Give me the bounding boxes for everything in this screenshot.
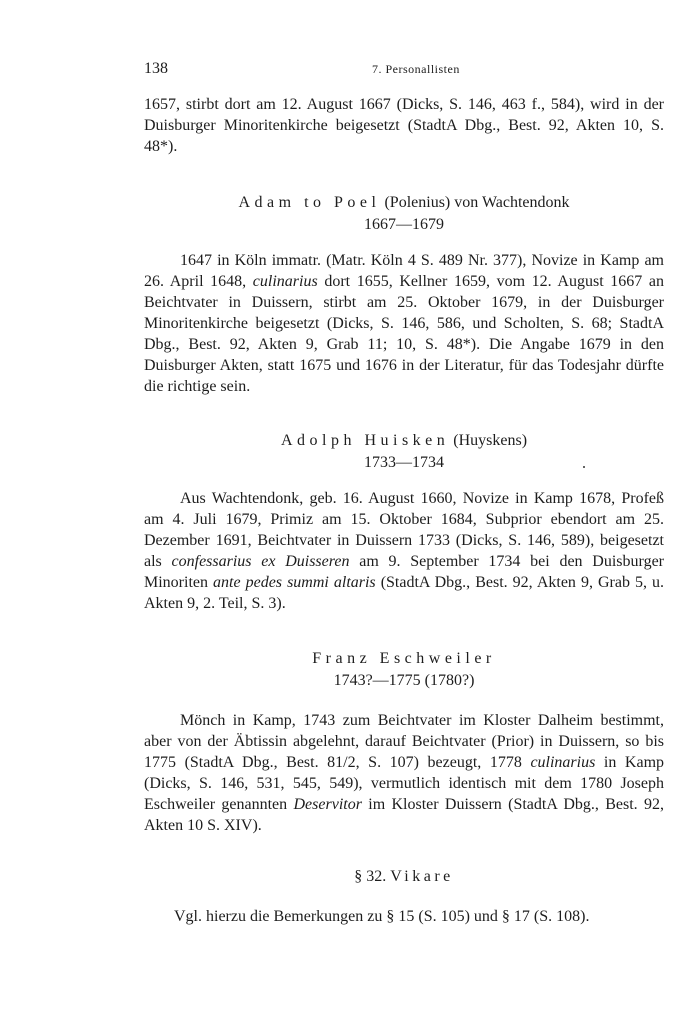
entry-text xyxy=(144,250,664,397)
entry-name: Adam to Poel xyxy=(238,194,381,211)
italic-term: culinarius xyxy=(530,754,596,771)
entry-heading-huisken xyxy=(144,430,664,474)
text-part: im Kloster Duissern (StadtA Dbg., Best. 92, Akten 10 S. XIV). xyxy=(144,796,665,834)
text-part: 1647 in Köln immatr. (Matr. Köln 4 S. 489 Nr. 377), Novize in Kamp am 26. April 1648, xyxy=(144,252,664,290)
continuation-text: 1657, stirbt dort am 12. August 1667 (Dicks, S. 146, 463 f., 584), wird in der Duisburger Minoritenkirche beigesetzt (StadtA Dbg., Best. 92, Akten 10, S. 48*). xyxy=(144,96,664,155)
text-part: (StadtA Dbg., Best. 92, Akten 9, Grab 5, u. Akten 9, 2. Teil, S. 3). xyxy=(144,574,665,612)
entry-dates: 1733—1734 xyxy=(364,454,444,471)
section-heading xyxy=(144,866,664,888)
entry-dates: 1667—1679 xyxy=(364,216,444,233)
italic-term: confessarius ex Duisseren xyxy=(171,553,350,570)
print-speck xyxy=(583,466,585,468)
page-header xyxy=(144,60,660,82)
entry-dates: 1743?—1775 (1780?) xyxy=(333,672,475,689)
text-part: dort 1655, Kellner 1659, vom 12. August 1667 an Beichtvater in Duissern, stirbt am 25. Oktober 1679, in der Duisburger Minoritenkirche beigesetzt (Dicks, S. 146, 586, und Scholten, S. 68; StadtA Dbg., Best. 92, Akten 9, Grab 11; 10, S. 48*). Die Angabe 1679 in den Duisburger Akten, statt 1675 und 1676 in der Literatur, für das Todesjahr dürfte die richtige sein. xyxy=(144,273,665,395)
italic-term: Deservitor xyxy=(293,796,362,813)
entry-variant: (Huyskens) xyxy=(453,432,528,449)
section-note-paragraph xyxy=(144,906,664,927)
entry-paragraph-huisken xyxy=(144,488,664,614)
section-title: Vikare xyxy=(390,868,454,885)
italic-term: culinarius xyxy=(252,273,318,290)
entry-paragraph-to-poel xyxy=(144,250,664,397)
text-part: in Kamp (Dicks, S. 146, 531, 545, 549), vermutlich identisch mit dem 1780 Joseph Eschweiler genannten xyxy=(144,754,665,813)
entry-paragraph-eschweiler xyxy=(144,710,664,836)
entry-name: Franz Eschweiler xyxy=(312,650,496,667)
continuation-paragraph xyxy=(144,94,664,157)
entry-heading-eschweiler xyxy=(144,648,664,692)
text-part: Aus Wachtendonk, geb. 16. August 1660, Novize in Kamp 1678, Profeß am 4. Juli 1679, Primiz am 15. Oktober 1684, Subprior ebendort am 25. Dezember 1691, Beichtvater in Duissern 1733 (Dicks, S. 146, 589), beigesetzt als xyxy=(144,490,664,570)
entry-variant: (Polenius) von Wachtendonk xyxy=(384,194,570,211)
running-head: 7. Personallisten xyxy=(372,62,460,76)
text-part: Mönch in Kamp, 1743 zum Beichtvater im Kloster Dalheim bestimmt, aber von der Äbtissin abgelehnt, darauf Beichtvater (Prior) in Duissern, so bis 1775 (StadtA Dbg., Best. 81/2, S. 107) bezeugt, 1778 xyxy=(144,712,664,771)
entry-text xyxy=(144,488,664,614)
text-part: am 9. September 1734 bei den Duisburger Minoriten xyxy=(144,553,664,591)
entry-heading-to-poel xyxy=(144,192,664,236)
entry-text xyxy=(144,710,664,836)
section-number: § 32. xyxy=(354,868,387,885)
page-number: 138 xyxy=(144,60,168,77)
entry-name: Adolph Huisken xyxy=(280,432,450,449)
italic-term: ante pedes summi altaris xyxy=(213,574,376,591)
section-note: Vgl. hierzu die Bemerkungen zu § 15 (S. 105) und § 17 (S. 108). xyxy=(174,908,590,925)
